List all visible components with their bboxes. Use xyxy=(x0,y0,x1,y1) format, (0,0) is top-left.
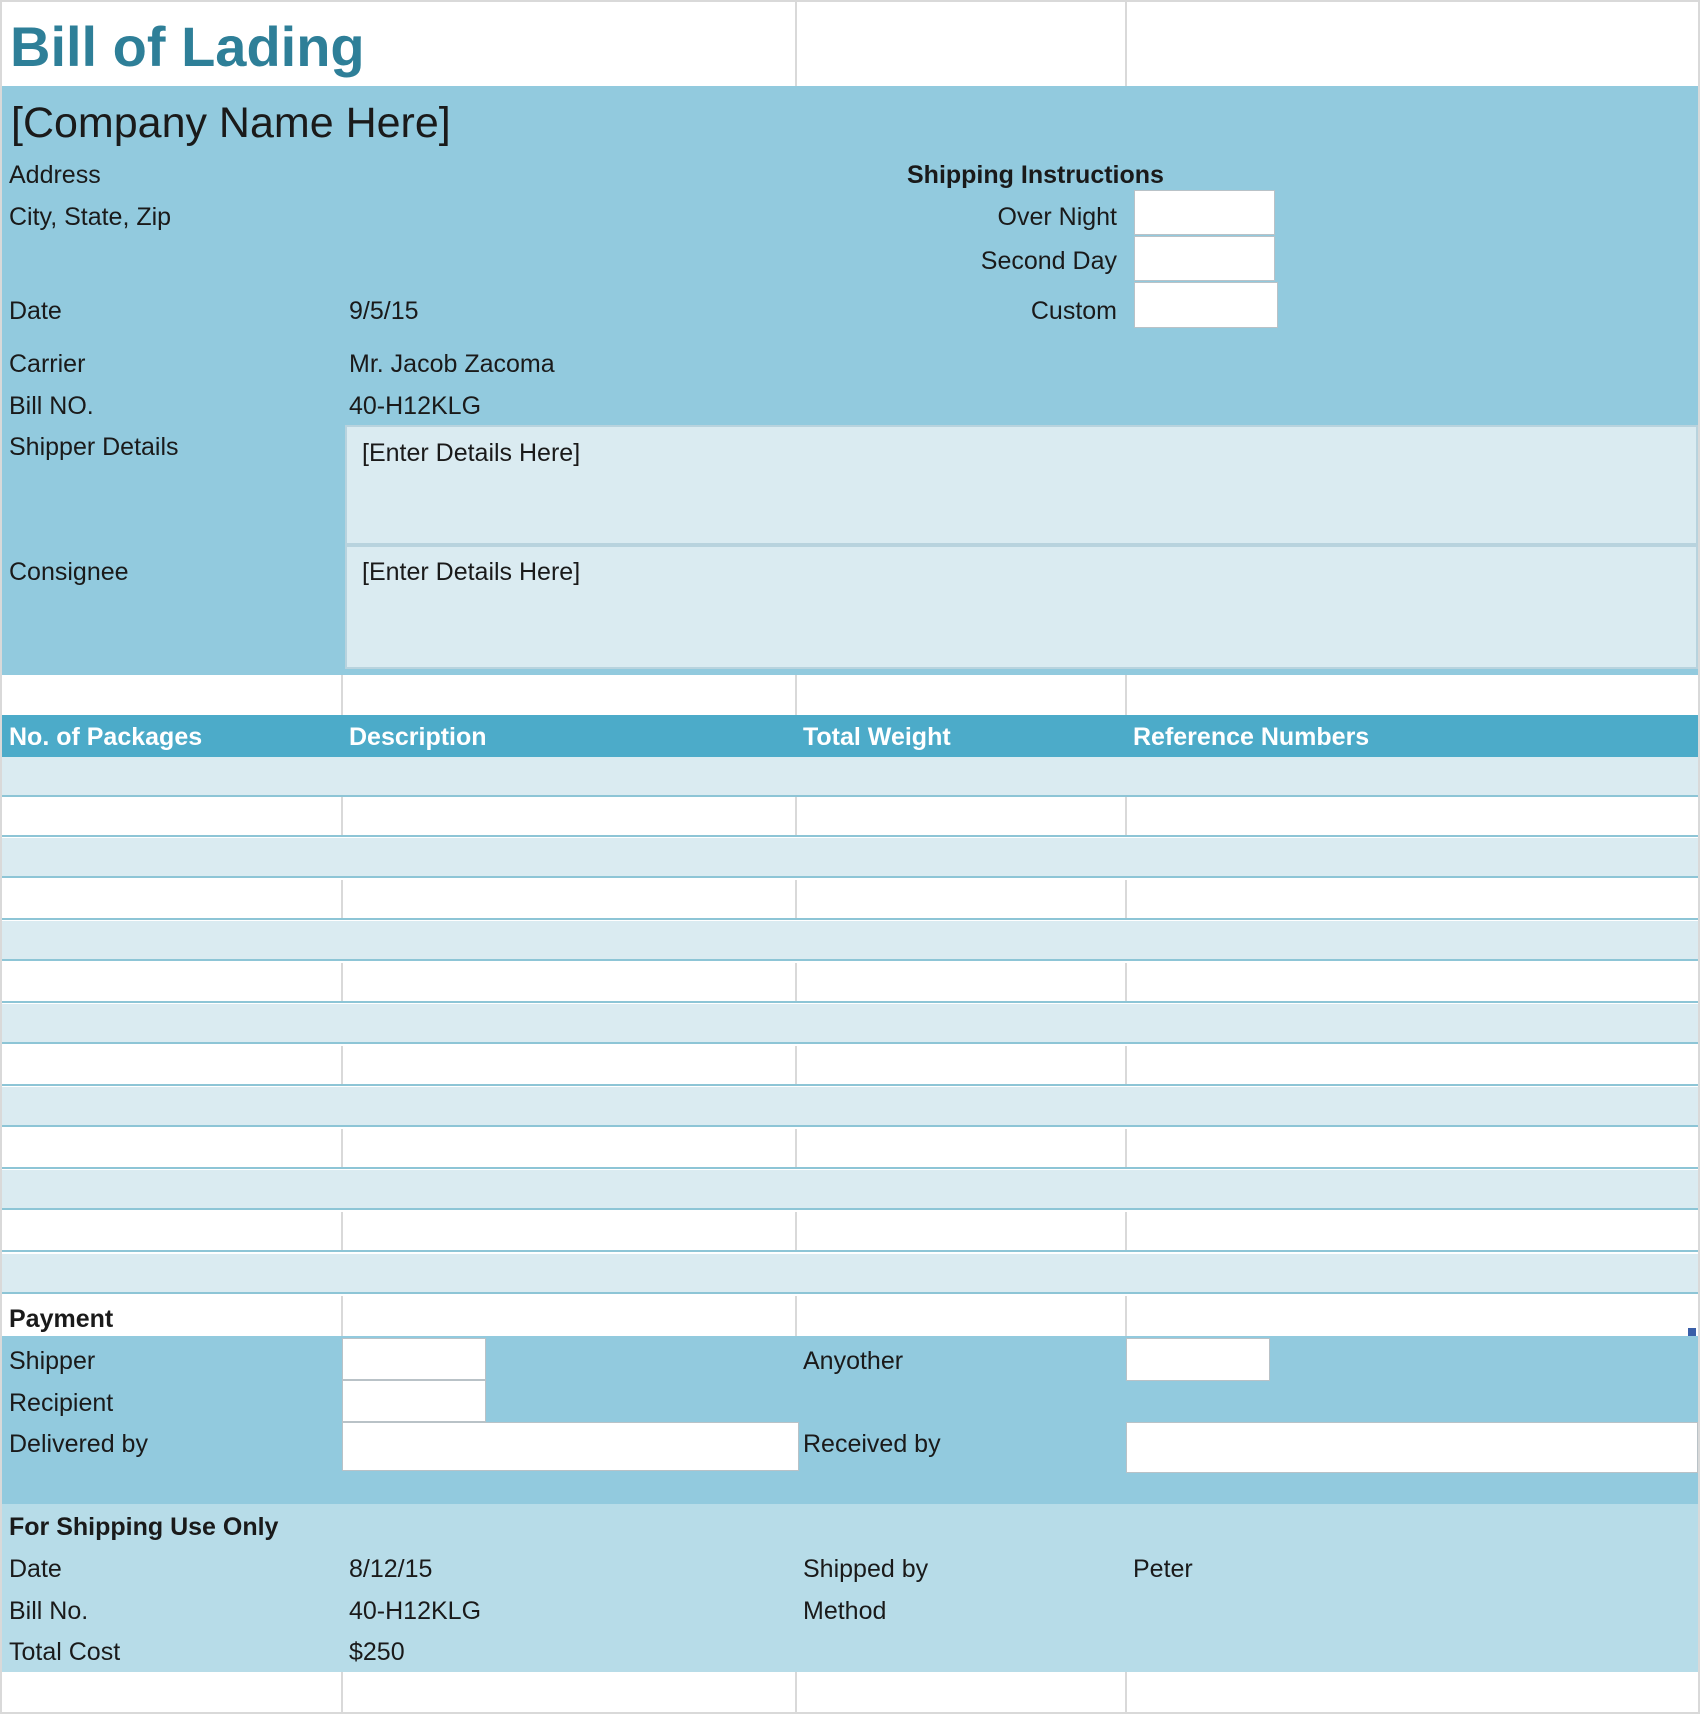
grid-line xyxy=(795,2,797,86)
table-row[interactable] xyxy=(2,1004,1698,1044)
payment-heading: Payment xyxy=(9,1305,114,1333)
grid-line xyxy=(795,1296,797,1336)
received-by-label: Received by xyxy=(803,1430,941,1458)
payment-another-label: Anyother xyxy=(803,1347,904,1375)
option-custom-label: Custom xyxy=(1030,297,1117,325)
bill-number-value[interactable]: 40-H12KLG xyxy=(349,392,482,420)
shipper-details-value: [Enter Details Here] xyxy=(362,439,581,467)
grid-line xyxy=(341,675,343,715)
grid-line xyxy=(1125,1672,1127,1712)
payment-recipient-label: Recipient xyxy=(9,1389,114,1417)
grid-line xyxy=(1125,675,1127,715)
grid-line xyxy=(341,1672,343,1712)
consignee-label: Consignee xyxy=(9,558,129,586)
total-cost-label: Total Cost xyxy=(9,1638,121,1666)
grid-line xyxy=(341,1296,343,1336)
option-second-day-label: Second Day xyxy=(980,247,1117,275)
company-name: [Company Name Here] xyxy=(11,99,451,147)
table-row[interactable] xyxy=(2,880,1698,920)
shipping-date-label: Date xyxy=(9,1555,62,1583)
shipping-use-heading: For Shipping Use Only xyxy=(9,1513,279,1541)
table-row[interactable] xyxy=(2,1170,1698,1210)
shipped-by-value[interactable]: Peter xyxy=(1133,1555,1193,1583)
column-header-weight: Total Weight xyxy=(803,723,951,751)
carrier-label: Carrier xyxy=(9,350,86,378)
shipping-bill-label: Bill No. xyxy=(9,1597,89,1625)
table-row[interactable] xyxy=(2,1212,1698,1252)
date-label: Date xyxy=(9,297,62,325)
custom-checkbox[interactable] xyxy=(1134,282,1278,328)
table-row[interactable] xyxy=(2,963,1698,1003)
table-row[interactable] xyxy=(2,797,1698,837)
table-row[interactable] xyxy=(2,1129,1698,1169)
address-label: Address xyxy=(9,161,101,189)
table-row[interactable] xyxy=(2,1087,1698,1127)
grid-line xyxy=(795,1672,797,1712)
payment-another-checkbox[interactable] xyxy=(1126,1338,1270,1381)
shipped-by-label: Shipped by xyxy=(803,1555,929,1583)
city-label: City, State, Zip xyxy=(9,203,172,231)
carrier-value[interactable]: Mr. Jacob Zacoma xyxy=(349,350,555,378)
shipper-details-label: Shipper Details xyxy=(9,433,179,461)
table-row[interactable] xyxy=(2,921,1698,961)
table-row[interactable] xyxy=(2,838,1698,878)
payment-shipper-label: Shipper xyxy=(9,1347,96,1375)
column-header-packages: No. of Packages xyxy=(9,723,203,751)
over-night-checkbox[interactable] xyxy=(1134,190,1275,235)
table-row[interactable] xyxy=(2,1254,1698,1294)
shipping-instructions-heading: Shipping Instructions xyxy=(907,161,1164,189)
column-header-description: Description xyxy=(349,723,487,751)
grid-line xyxy=(1125,1296,1127,1336)
delivered-by-field[interactable] xyxy=(342,1422,799,1471)
payment-recipient-checkbox[interactable] xyxy=(342,1380,486,1422)
grid-line xyxy=(795,675,797,715)
document-title: Bill of Lading xyxy=(10,15,365,78)
shipping-date-value[interactable]: 8/12/15 xyxy=(349,1555,433,1583)
bill-number-label: Bill NO. xyxy=(9,392,94,420)
received-by-field[interactable] xyxy=(1126,1422,1698,1473)
table-row[interactable] xyxy=(2,1046,1698,1086)
method-label: Method xyxy=(803,1597,887,1625)
column-header-reference: Reference Numbers xyxy=(1133,723,1370,751)
option-over-night-label: Over Night xyxy=(997,203,1117,231)
fill-handle[interactable] xyxy=(1688,1328,1696,1336)
total-cost-value[interactable]: $250 xyxy=(349,1638,405,1666)
date-value[interactable]: 9/5/15 xyxy=(349,297,419,325)
delivered-by-label: Delivered by xyxy=(9,1430,148,1458)
shipping-bill-value[interactable]: 40-H12KLG xyxy=(349,1597,482,1625)
second-day-checkbox[interactable] xyxy=(1134,236,1275,281)
consignee-value: [Enter Details Here] xyxy=(362,558,581,586)
grid-line xyxy=(1125,2,1127,86)
table-row[interactable] xyxy=(2,757,1698,797)
payment-shipper-checkbox[interactable] xyxy=(342,1338,486,1380)
